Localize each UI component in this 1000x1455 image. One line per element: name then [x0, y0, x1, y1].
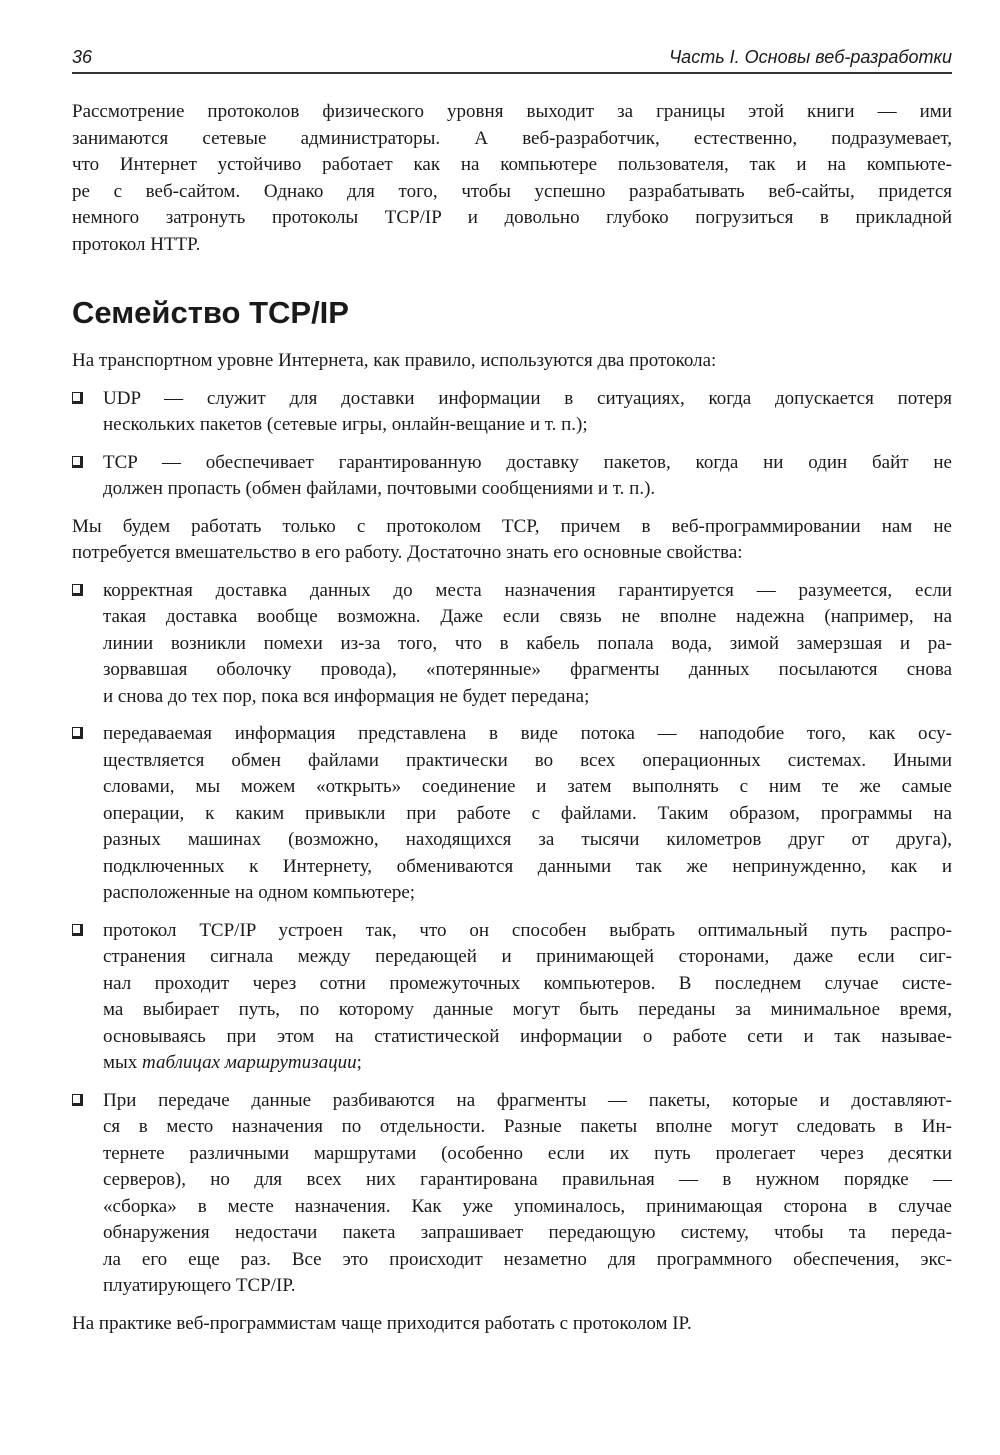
text-line: что Интернет устойчиво работает как на компьютере пользователя, так и на компьюте- — [72, 154, 952, 175]
text-line: такая доставка вообще возможна. Даже если связь не вполне надежна (например, на — [103, 606, 952, 627]
text-line: плуатирующего TCP/IP. — [103, 1275, 296, 1296]
list-item — [72, 1088, 952, 1300]
text-line: корректная доставка данных до места назначения гарантируется — разумеется, если — [103, 579, 952, 601]
list-item — [72, 450, 952, 503]
text-line: разных машинах (возможно, находящихся за тысячи километров друг от друга), — [103, 829, 952, 850]
text-line: Рассмотрение протоколов физического уровня выходит за границы этой книги — ими — [72, 101, 952, 122]
text-line: и снова до тех пор, пока вся информация не будет передана; — [103, 685, 590, 707]
text-line: На практике веб-программистам чаще приходится работать с протоколом IP. — [72, 1312, 692, 1334]
italic-term: таблицах маршрутизации — [142, 1052, 357, 1073]
checkbox-bullet-icon — [72, 584, 83, 596]
paragraph — [72, 1311, 952, 1338]
text-line: странения сигнала между передающей и принимающей сторонами, даже если сиг- — [103, 946, 952, 967]
text-line — [103, 1050, 952, 1077]
text-line: Мы будем работать только с протоколом TCP, причем в веб-программировании нам не — [72, 515, 952, 537]
section-heading: Семейство TCP/IP — [72, 295, 349, 330]
text-line: потребуется вмешательство в его работу. Достаточно знать его основные свойства: — [72, 542, 743, 563]
checkbox-bullet-icon — [72, 456, 83, 468]
checkbox-bullet-icon — [72, 1094, 83, 1106]
text-line: ма выбирает путь, по которому данные могут быть переданы за минимальное время, — [103, 999, 952, 1020]
list-item — [72, 721, 952, 907]
page-number: 36 — [72, 47, 93, 67]
list-item — [72, 578, 952, 711]
text-line: подключенных к Интернету, обмениваются данными так же непринужденно, как и — [103, 855, 952, 877]
text-line: ществляется обмен файлами практически во всех операционных системах. Иными — [103, 749, 952, 771]
paragraph — [72, 514, 952, 567]
text-line: основываясь при этом на статистической информации о работе сети и так называе- — [103, 1025, 952, 1047]
list-item — [72, 386, 952, 439]
text-line: TCP — обеспечивает гарантированную доставку пакетов, когда ни один байт не — [103, 451, 952, 473]
text-line: занимаются сетевые администраторы. А веб-разработчик, естественно, подразумевает, — [72, 127, 952, 149]
text-line: нал проходит через сотни промежуточных компьютеров. В последнем случае систе- — [103, 972, 952, 994]
text-line: зорвавшая оболочку провода), «потерянные» фрагменты данных посылаются снова — [103, 659, 952, 680]
text-line: передаваемая информация представлена в виде потока — наподобие того, как осу- — [103, 723, 952, 744]
text-line: обнаружения недостачи пакета запрашивает передающую систему, чтобы та переда- — [103, 1222, 952, 1243]
text-line: ла его еще раз. Все это происходит незаметно для программного обеспечения, экс- — [103, 1248, 952, 1270]
checkbox-bullet-icon — [72, 924, 83, 936]
text-line: должен пропасть (обмен файлами, почтовыми сообщениями и т. п.). — [103, 478, 656, 499]
text-line: серверов), но для всех них гарантирована правильная — в нужном порядке — — [103, 1169, 952, 1190]
text-line: ре с веб-сайтом. Однако для того, чтобы успешно разрабатывать веб-сайты, придется — [72, 180, 952, 202]
text-line: операции, к каким привыкли при работе с файлами. Таким образом, программы на — [103, 802, 952, 824]
list-item — [72, 918, 952, 1077]
running-header — [72, 47, 952, 71]
text-line: протокол TCP/IP устроен так, что он способен выбрать оптимальный путь распро- — [103, 919, 952, 941]
text-segment: мых — [103, 1052, 143, 1073]
text-line: линии возникли помехи из-за того, что в кабель попала вода, зимой замерзшая и ра- — [103, 632, 952, 654]
text-line: UDP — служит для доставки информации в ситуациях, когда допускается потеря — [103, 387, 952, 409]
text-line: «сборка» в месте назначения. Как уже упоминалось, принимающая сторона в случае — [103, 1195, 952, 1217]
body-text — [72, 99, 952, 1348]
text-line: При передаче данные разбиваются на фрагменты — пакеты, которые и доставляют- — [103, 1089, 952, 1111]
checkbox-bullet-icon — [72, 727, 83, 739]
text-line: На транспортном уровне Интернета, как правило, используются два протокола: — [72, 350, 717, 371]
text-line: нескольких пакетов (сетевые игры, онлайн-вещание и т. п.); — [103, 414, 588, 435]
paragraph — [72, 99, 952, 258]
text-line: словами, мы можем «открыть» соединение и затем выполнять с ним те же самые — [103, 776, 952, 797]
text-line: протокол HTTP. — [72, 233, 201, 255]
checkbox-bullet-icon — [72, 392, 83, 404]
header-rule — [72, 72, 952, 74]
part-title: Часть I. Основы веб-разработки — [669, 47, 952, 67]
text-line: расположенные на одном компьютере; — [103, 882, 416, 903]
text-line: немного затронуть протоколы TCP/IP и довольно глубоко погрузиться в прикладной — [72, 207, 952, 228]
text-segment: ; — [356, 1052, 362, 1073]
paragraph — [72, 348, 952, 375]
text-line: ся в место назначения по отдельности. Разные пакеты вполне могут следовать в Ин- — [103, 1116, 952, 1137]
text-line: тернете различными маршрутами (особенно если их путь пролегает через десятки — [103, 1142, 952, 1164]
